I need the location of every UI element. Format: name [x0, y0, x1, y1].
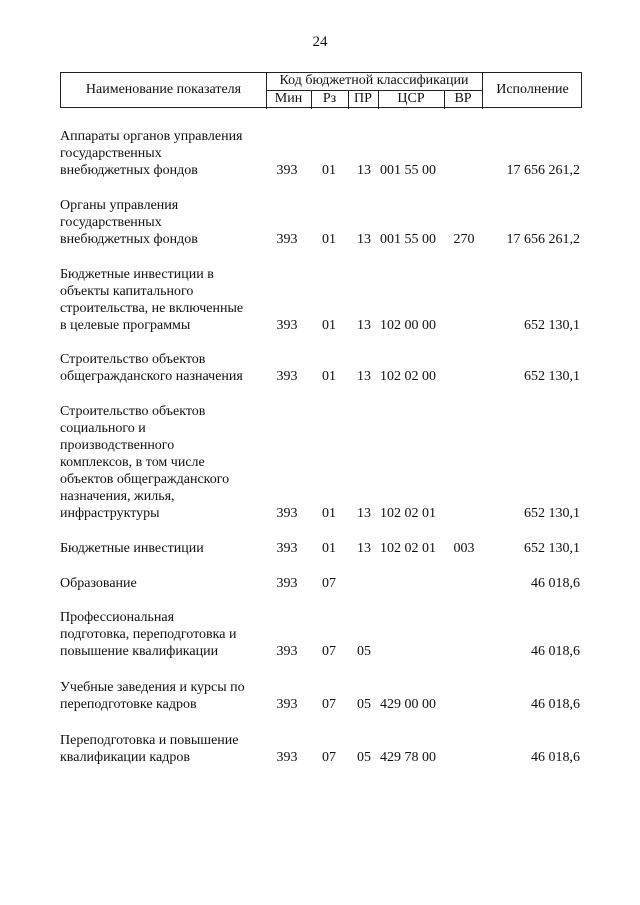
- cell-min: 393: [276, 576, 298, 591]
- cell-execution: 46 018,6: [531, 576, 580, 591]
- cell-csr: 429 78 00: [380, 750, 436, 765]
- row-name: Аппараты органов управления государственных внебюджетных фондов: [60, 129, 243, 178]
- cell-pr: 05: [357, 750, 371, 765]
- cell-min: 393: [276, 750, 298, 765]
- table-row: [0, 732, 640, 766]
- cell-rz: 01: [322, 163, 336, 178]
- cell-csr: 102 02 00: [380, 369, 436, 384]
- table-row: [0, 609, 640, 660]
- cell-rz: 07: [322, 750, 336, 765]
- cell-min: 393: [276, 232, 298, 247]
- cell-rz: 01: [322, 232, 336, 247]
- cell-rz: 01: [322, 506, 336, 521]
- cell-rz: 01: [322, 369, 336, 384]
- header-pr: ПР: [354, 91, 372, 106]
- cell-execution: 652 130,1: [524, 369, 580, 384]
- cell-min: 393: [276, 369, 298, 384]
- cell-pr: 13: [357, 506, 371, 521]
- cell-rz: 07: [322, 697, 336, 712]
- cell-pr: 13: [357, 541, 371, 556]
- cell-csr: 001 55 00: [380, 232, 436, 247]
- cell-pr: 13: [357, 369, 371, 384]
- table-row: [0, 679, 640, 713]
- cell-min: 393: [276, 163, 298, 178]
- cell-csr: 001 55 00: [380, 163, 436, 178]
- row-name: Строительство объектов социального и производственного комплексов, в том числе объектов общегражданского назначения, жилья, инфраструктуры: [60, 404, 230, 521]
- cell-pr: 05: [357, 644, 371, 659]
- cell-csr: 102 02 01: [380, 541, 436, 556]
- cell-execution: 46 018,6: [531, 644, 580, 659]
- cell-pr: 13: [357, 318, 371, 333]
- cell-execution: 46 018,6: [531, 750, 580, 765]
- cell-min: 393: [276, 318, 298, 333]
- header-vr: ВР: [454, 91, 472, 106]
- cell-execution: 46 018,6: [531, 697, 580, 712]
- cell-min: 393: [276, 506, 298, 521]
- header-name: Наименование показателя: [85, 82, 242, 97]
- cell-execution: 17 656 261,2: [506, 232, 580, 247]
- table-row: [0, 403, 640, 522]
- row-name: Строительство объектов общегражданского назначения: [60, 352, 243, 384]
- table-row: [0, 575, 640, 592]
- header-execution: Исполнение: [496, 82, 569, 97]
- row-name: Переподготовка и повышение квалификации кадров: [60, 733, 239, 765]
- header-min: Мин: [274, 91, 303, 106]
- table-row: [0, 197, 640, 248]
- row-name: Бюджетные инвестиции в объекты капитального строительства, не включенные в целевые программы: [60, 267, 244, 333]
- page-number: 24: [312, 34, 328, 50]
- table-row: [0, 351, 640, 385]
- cell-csr: 429 00 00: [380, 697, 436, 712]
- row-name: Органы управления государственных внебюджетных фондов: [60, 198, 198, 247]
- cell-rz: 07: [322, 644, 336, 659]
- header-csr: ЦСР: [397, 91, 425, 106]
- row-name: Профессиональная подготовка, переподготовка и повышение квалификации: [60, 610, 237, 659]
- header-rz: Рз: [322, 91, 337, 106]
- cell-rz: 07: [322, 576, 336, 591]
- cell-execution: 652 130,1: [524, 318, 580, 333]
- cell-execution: 652 130,1: [524, 541, 580, 556]
- cell-csr: 102 02 01: [380, 506, 436, 521]
- cell-rz: 01: [322, 318, 336, 333]
- cell-vr: 270: [453, 232, 475, 247]
- cell-vr: 003: [453, 541, 475, 556]
- table-row: [0, 540, 640, 557]
- cell-min: 393: [276, 644, 298, 659]
- cell-pr: 13: [357, 232, 371, 247]
- table-row: [0, 128, 640, 179]
- cell-pr: 13: [357, 163, 371, 178]
- cell-csr: 102 00 00: [380, 318, 436, 333]
- cell-execution: 17 656 261,2: [506, 163, 580, 178]
- row-name: Бюджетные инвестиции: [60, 541, 204, 556]
- table-row: [0, 266, 640, 334]
- cell-pr: 05: [357, 697, 371, 712]
- cell-min: 393: [276, 697, 298, 712]
- cell-min: 393: [276, 541, 298, 556]
- row-name: Образование: [60, 576, 137, 591]
- header-budget-code: Код бюджетной классификации: [279, 73, 469, 88]
- cell-execution: 652 130,1: [524, 506, 580, 521]
- cell-rz: 01: [322, 541, 336, 556]
- row-name: Учебные заведения и курсы по переподготовке кадров: [60, 680, 245, 712]
- table-header: [60, 72, 582, 108]
